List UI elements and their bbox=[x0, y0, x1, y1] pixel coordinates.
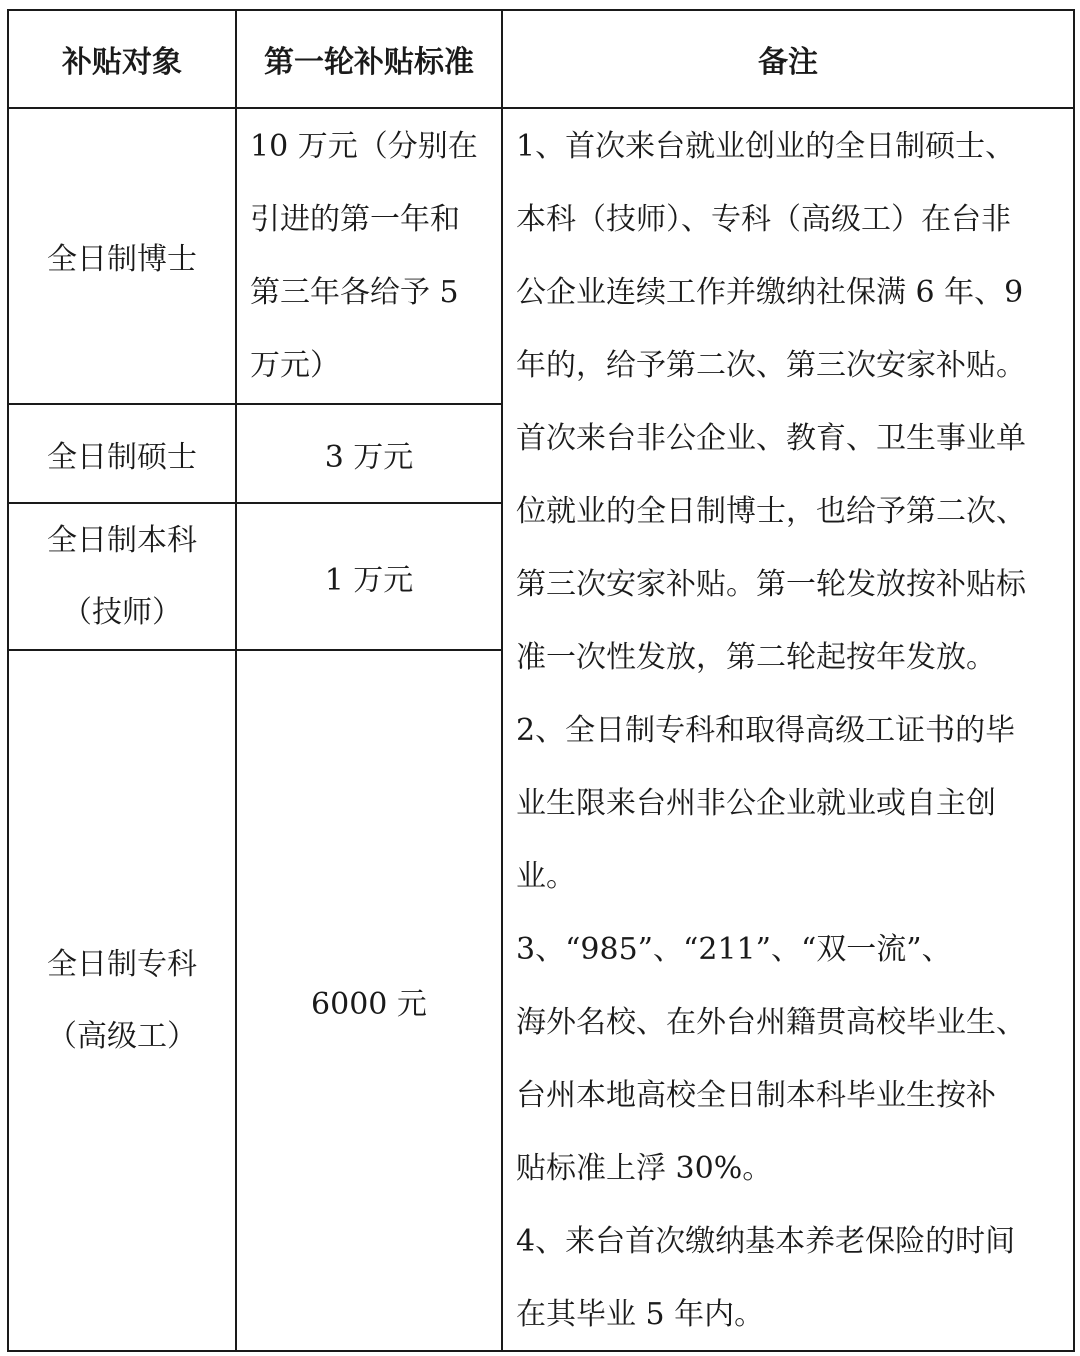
remarks-line: 位就业的全日制博士，也给予第二次、 bbox=[516, 494, 1026, 529]
remarks-line: 1、首次来台就业创业的全日制硕士、 bbox=[516, 129, 1016, 164]
standard-college: 6000 元 bbox=[311, 986, 427, 1022]
standard-doctor-line: 10 万元（分别在 bbox=[250, 129, 478, 164]
target-bachelor bbox=[9, 504, 235, 649]
remarks-line: 3、“985”、“211”、“双一流”、 bbox=[516, 932, 952, 967]
target-college-line: （高级工） bbox=[47, 1018, 197, 1054]
target-college bbox=[9, 651, 235, 1350]
remarks-line: 年的，给予第二次、第三次安家补贴。 bbox=[516, 348, 1026, 383]
remarks-line: 海外名校、在外台州籍贯高校毕业生、 bbox=[516, 1005, 1026, 1040]
standard-doctor-line: 万元） bbox=[250, 348, 340, 383]
standard-doctor-line: 引进的第一年和 bbox=[250, 202, 460, 237]
remarks-line: 贴标准上浮 30%。 bbox=[516, 1151, 773, 1186]
target-doctor: 全日制博士 bbox=[47, 242, 197, 277]
remarks-line: 业。 bbox=[516, 859, 576, 894]
header-target: 补贴对象 bbox=[62, 45, 182, 80]
remarks-line: 台州本地高校全日制本科毕业生按补 bbox=[516, 1078, 996, 1113]
remarks-line: 公企业连续工作并缴纳社保满 6 年、9 bbox=[516, 275, 1024, 310]
remarks-line: 在其毕业 5 年内。 bbox=[516, 1297, 765, 1332]
target-master: 全日制硕士 bbox=[47, 439, 197, 475]
remarks-line: 第三次安家补贴。第一轮发放按补贴标 bbox=[516, 567, 1026, 602]
remarks-line: 2、全日制专科和取得高级工证书的毕 bbox=[516, 713, 1016, 748]
remarks-line: 4、来台首次缴纳基本养老保险的时间 bbox=[516, 1224, 1016, 1259]
standard-doctor-line: 第三年各给予 5 bbox=[250, 275, 459, 310]
target-bachelor-line: 全日制本科 bbox=[47, 522, 197, 558]
remarks-line: 业生限来台州非公企业就业或自主创 bbox=[516, 786, 996, 821]
target-bachelor-line: （技师） bbox=[62, 594, 182, 630]
remarks-line: 准一次性发放，第二轮起按年发放。 bbox=[516, 640, 996, 675]
standard-bachelor: 1 万元 bbox=[324, 562, 414, 598]
table-border-bottom bbox=[8, 1350, 1075, 1352]
standard-master: 3 万元 bbox=[324, 439, 414, 475]
target-college-line: 全日制专科 bbox=[47, 946, 197, 982]
remarks-line: 首次来台非公企业、教育、卫生事业单 bbox=[516, 421, 1026, 456]
header-standard: 第一轮补贴标准 bbox=[264, 45, 474, 80]
remarks-line: 本科（技师）、专科（高级工）在台非 bbox=[516, 202, 1011, 237]
header-remarks: 备注 bbox=[758, 45, 818, 80]
column-divider-2 bbox=[501, 9, 503, 1352]
table-border-right bbox=[1073, 9, 1075, 1352]
